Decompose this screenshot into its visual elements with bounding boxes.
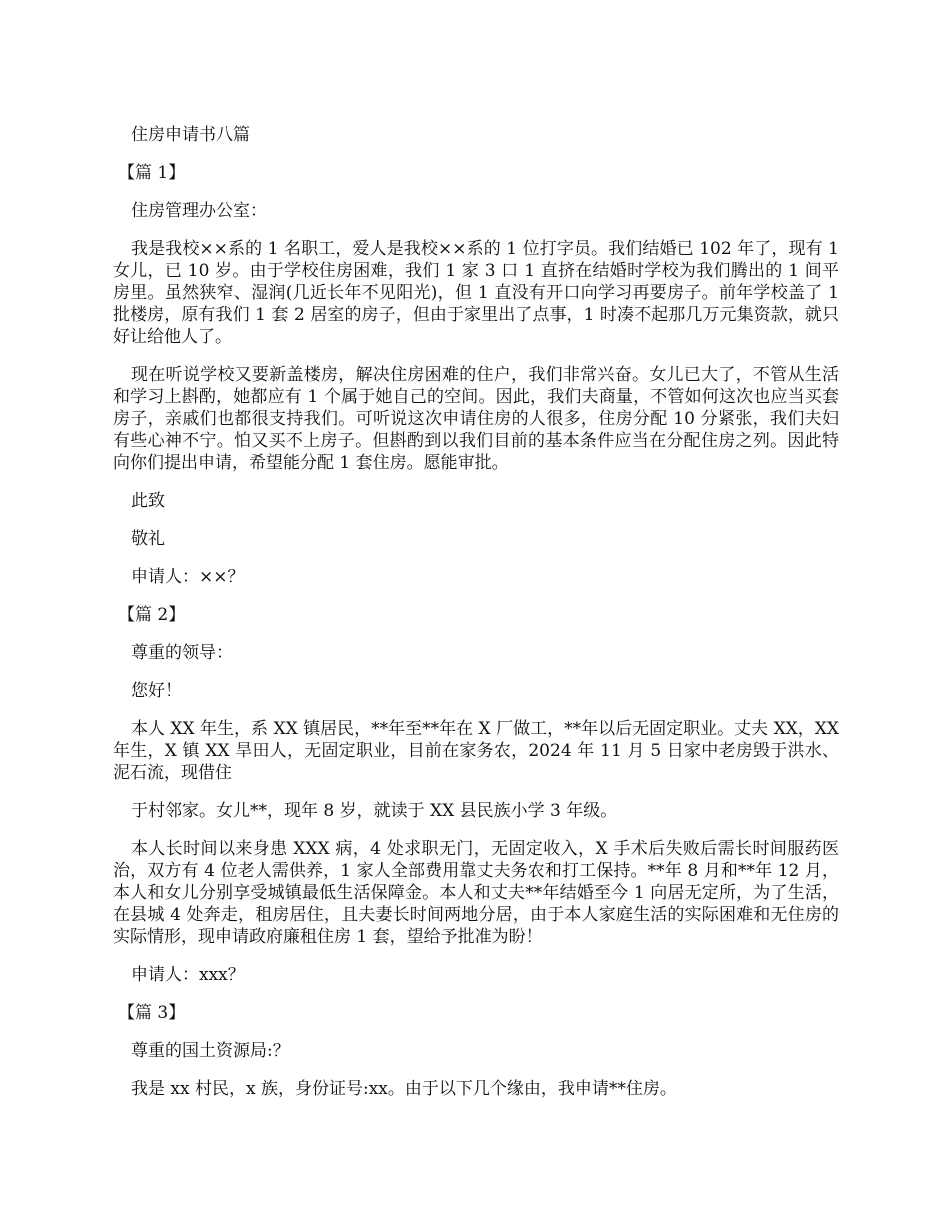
salutation: 住房管理办公室： — [131, 201, 267, 221]
section-heading-3: 【篇 3】 — [118, 1003, 186, 1023]
salutation: 尊重的国土资源局:？ — [131, 1041, 290, 1061]
section-heading-1: 【篇 1】 — [118, 163, 186, 183]
body-paragraph: 我是我校××系的 1 名职工，爱人是我校××系的 1 位打字员。我们结婚已 102 年了，现有 1 女儿，已 10 岁。由于学校住房困难，我们 1 家 3 口 1 直挤在结婚时学校为我们腾出的 1 间平房里。虽然狭窄、湿润(几近长年不见阳光)，但 1 直没有开口向学习再要房子。前年学校盖了 1 批楼房，原有我们 1 套 2 居室的房子，但由于家里出了点事，1 时凑不起那几万元集资款，就只好让给他人了。 — [113, 239, 839, 347]
signature-line: 申请人：××？ — [131, 567, 245, 587]
signature-line: 申请人：xxx？ — [131, 965, 245, 985]
salutation: 尊重的领导： — [131, 643, 233, 663]
body-paragraph: 现在听说学校又要新盖楼房，解决住房困难的住户，我们非常兴奋。女儿已大了，不管从生活和学习上斟酌，她都应有 1 个属于她自己的空间。因此，我们夫商量，不管如何这次也应当买套房子，亲戚们也都很支持我们。可听说这次申请住房的人很多，住房分配 10 分紧张，我们夫妇有些心神不宁。怕又买不上房子。但斟酌到以我们目前的基本条件应当在分配住房之列。因此特向你们提出申请，希望能分配 1 套住房。愿能审批。 — [113, 365, 839, 473]
greeting: 您好！ — [131, 681, 182, 701]
closing-line: 此致 — [131, 491, 165, 511]
body-paragraph: 本人长时间以来身患 XXX 病，4 处求职无门，无固定收入，X 手术后失败后需长时间服药医治，双方有 4 位老人需供养，1 家人全部费用靠丈夫务农和打工保持。**年 8 月和**年 12 月，本人和女儿分别享受城镇最低生活保障金。本人和丈夫**年结婚至今 1 向居无定所，为了生活，在县城 4 处奔走，租房居住，且夫妻长时间两地分居，由于本人家庭生活的实际困难和无住房的实际情形，现申请政府廉租住房 1 套，望给予批准为盼！ — [113, 839, 839, 947]
document-page — [113, 124, 839, 1116]
document-title: 住房申请书八篇 — [131, 125, 250, 145]
body-paragraph: 本人 XX 年生，系 XX 镇居民，**年至**年在 X 厂做工，**年以后无固定职业。丈夫 XX，XX 年生，X 镇 XX 旱田人，无固定职业，目前在家务农，2024 年 11 月 5 日家中老房毁于洪水、泥石流，现借住 — [113, 719, 839, 783]
section-heading-2: 【篇 2】 — [118, 605, 186, 625]
closing-line: 敬礼 — [131, 529, 165, 549]
body-paragraph: 于村邻家。女儿**，现年 8 岁，就读于 XX 县民族小学 3 年级。 — [131, 801, 618, 821]
body-paragraph: 我是 xx 村民，x 族，身份证号:xx。由于以下几个缘由，我申请**住房。 — [131, 1079, 677, 1099]
